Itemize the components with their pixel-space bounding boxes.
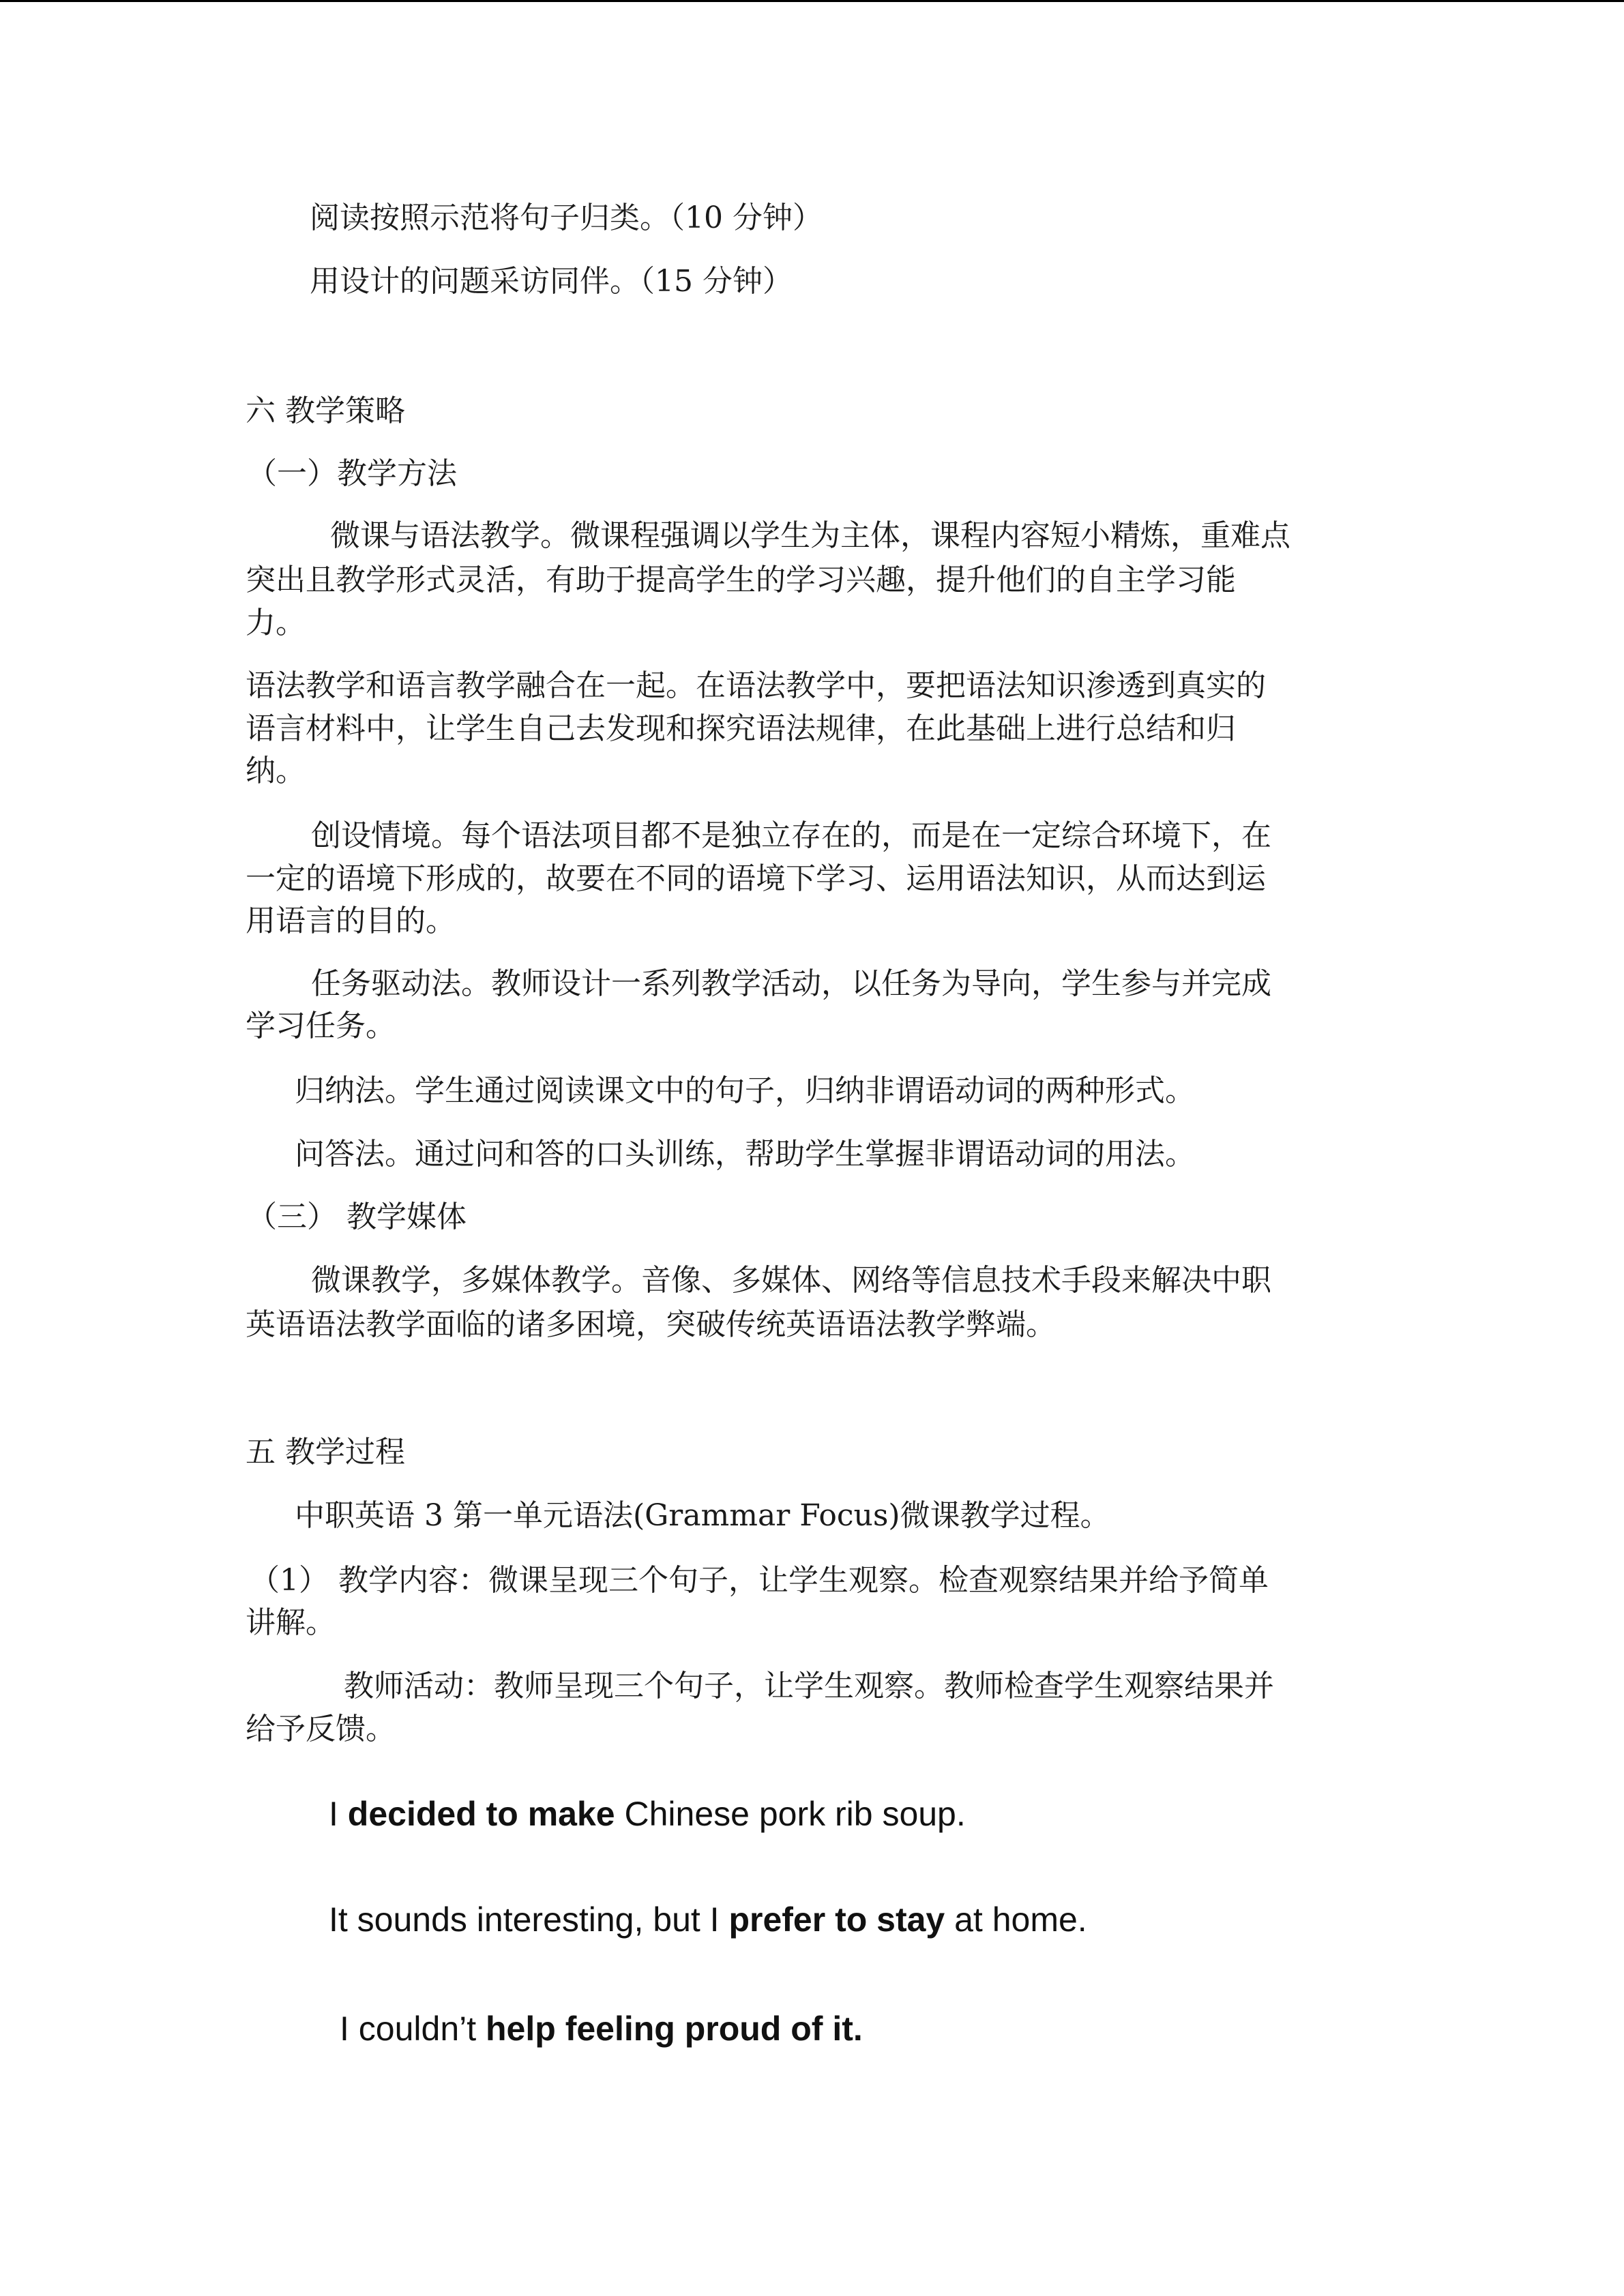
example-sentence-2 [329, 1897, 1087, 1942]
activity-line-1: 阅读按照示范将句子归类。（10 分钟） [310, 200, 823, 235]
paragraph-teacher-line-2: 给予反馈。 [246, 1712, 396, 1746]
activity-line-2: 用设计的问题采访同伴。（15 分钟） [310, 264, 793, 299]
paragraph-task-line-1: 任务驱动法。教师设计一系列教学活动，以任务为导向，学生参与并完成 [311, 966, 1271, 1001]
paragraph-context-line-2: 一定的语境下形成的，故要在不同的语境下学习、运用语法知识，从而达到运 [246, 861, 1266, 896]
paragraph-context-line-1: 创设情境。每个语法项目都不是独立存在的，而是在一定综合环境下，在 [311, 818, 1271, 853]
paragraph-teacher-line-1: 教师活动：教师呈现三个句子，让学生观察。教师检查学生观察结果并 [344, 1669, 1274, 1703]
example-2-suffix: at home. [945, 1900, 1087, 1939]
paragraph-media-line-2: 英语语法教学面临的诸多困境，突破传统英语语法教学弊端。 [246, 1307, 1056, 1342]
section-heading-strategy: 六 教学策略 [246, 393, 405, 428]
section-heading-process: 五 教学过程 [246, 1435, 405, 1470]
paragraph-process-intro: 中职英语 3 第一单元语法(Grammar Focus)微课教学过程。 [295, 1498, 1110, 1533]
paragraph-integration-line-1: 语法教学和语言教学融合在一起。在语法教学中，要把语法知识渗透到真实的 [246, 668, 1266, 703]
paragraph-task-line-2: 学习任务。 [246, 1009, 396, 1043]
paragraph-integration-line-2: 语言材料中，让学生自己去发现和探究语法规律，在此基础上进行总结和归 [246, 711, 1236, 746]
example-sentence-1 [329, 1791, 966, 1836]
example-1-highlight: decided to make [347, 1795, 615, 1833]
example-3-highlight: help feeling proud of it. [486, 2010, 863, 2048]
paragraph-microcourse-line-1: 微课与语法教学。微课程强调以学生为主体，课程内容短小精炼，重难点 [330, 518, 1290, 553]
paragraph-media-line-1: 微课教学，多媒体教学。音像、多媒体、网络等信息技术手段来解决中职 [311, 1263, 1271, 1298]
paragraph-induction: 归纳法。学生通过阅读课文中的句子，归纳非谓语动词的两种形式。 [295, 1073, 1195, 1108]
paragraph-context-line-3: 用语言的目的。 [246, 904, 456, 938]
example-3-prefix: I couldn’t [340, 2010, 486, 2048]
paragraph-content-line-1: （1） 教学内容：微课呈现三个句子，让学生观察。检查观察结果并给予简单 [250, 1563, 1269, 1598]
paragraph-integration-line-3: 纳。 [246, 754, 306, 788]
subheading-media: （三） 教学媒体 [247, 1199, 467, 1234]
subheading-methods: （一）教学方法 [247, 456, 457, 491]
paragraph-microcourse-line-3: 力。 [246, 606, 306, 640]
paragraph-qa: 问答法。通过问和答的口头训练，帮助学生掌握非谓语动词的用法。 [295, 1137, 1195, 1172]
example-2-prefix: It sounds interesting, but I [329, 1900, 729, 1939]
top-border-line [0, 0, 1624, 2]
paragraph-content-line-2: 讲解。 [246, 1605, 336, 1640]
example-sentence-3 [340, 2006, 863, 2051]
example-1-prefix: I [329, 1795, 348, 1833]
paragraph-microcourse-line-2: 突出且教学形式灵活，有助于提高学生的学习兴趣，提升他们的自主学习能 [246, 563, 1236, 597]
example-2-highlight: prefer to stay [728, 1900, 945, 1939]
example-1-suffix: Chinese pork rib soup. [615, 1795, 966, 1833]
